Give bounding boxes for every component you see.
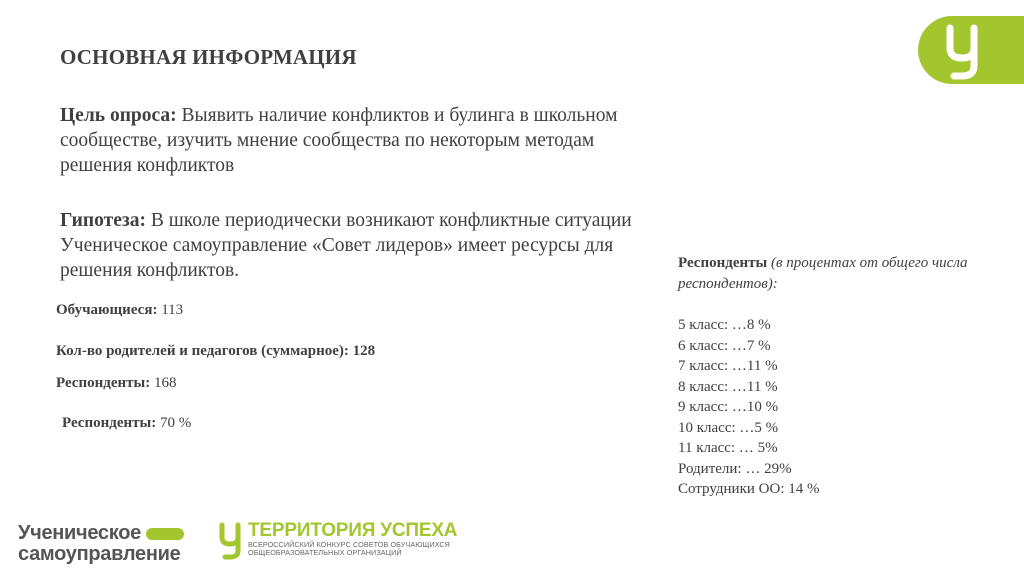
parents-label: Кол-во родителей и педагогов (суммарное): 128	[56, 343, 376, 359]
hypothesis-label: Гипотеза:	[60, 210, 146, 231]
goal-label: Цель опроса:	[60, 105, 177, 126]
pill-icon	[146, 528, 184, 540]
breakdown-label: Респонденты	[678, 255, 768, 271]
list-item: 9 класс: …10 %	[678, 399, 779, 415]
pupils-label: Обучающиеся:	[56, 302, 158, 318]
hypothesis-text: В школе периодически возникают конфликтные ситуации Ученическое самоуправление «Совет лидеров» имеет ресурсы для решения конфликтов.	[60, 210, 632, 281]
respondents-pct-label: Респонденты:	[62, 415, 157, 431]
respondents-count	[56, 375, 176, 392]
list-item: 6 класс: …7 %	[678, 337, 771, 354]
logo-line2: самоуправление	[18, 543, 181, 565]
pupils-value: 113	[157, 302, 184, 318]
respondents-value: 168	[150, 375, 177, 391]
breakdown-note: (в процентах от общего числа респондентов):	[678, 255, 968, 292]
page-title: ОСНОВНАЯ ИНФОРМАЦИЯ	[60, 45, 357, 69]
list-item: 11 класс: … 5%	[678, 440, 778, 456]
logo-title: ТЕРРИТОРИЯ УСПЕХА	[248, 520, 458, 541]
respondents-label: Респонденты:	[56, 375, 151, 391]
list-item: 7 класс: …11 %	[678, 358, 778, 374]
u-letter-small-icon	[218, 521, 246, 561]
survey-goal	[60, 103, 620, 178]
respondents-breakdown	[678, 253, 978, 500]
list-item: 10 класс: …5 %	[678, 419, 779, 436]
list-item: Сотрудники ОО: 14 %	[678, 481, 820, 497]
list-item: 8 класс: …11 %	[678, 378, 778, 395]
goal-text: Выявить наличие конфликтов и булинга в школьном сообществе, изучить мнение сообщества по некоторым методам решения конфликтов	[60, 105, 618, 176]
pupils-count	[56, 302, 183, 319]
list-item: 5 класс: …8 %	[678, 317, 771, 333]
list-item: Родители: … 29%	[678, 460, 792, 477]
student-government-logo	[18, 523, 184, 565]
respondents-percent	[62, 415, 191, 432]
hypothesis	[60, 208, 670, 283]
respondents-pct-value: 70 %	[156, 415, 192, 431]
corner-badge	[918, 16, 1024, 84]
territory-of-success-logo	[218, 521, 457, 557]
u-letter-logo-icon	[918, 16, 1024, 84]
logo-line1: Ученическое	[18, 522, 141, 544]
logo-sub1: ВСЕРОССИЙСКИЙ КОНКУРС СОВЕТОВ ОБУЧАЮЩИХСЯ	[248, 540, 450, 549]
parents-count	[56, 343, 375, 360]
breakdown-list	[678, 315, 978, 500]
logo-sub2: ОБЩЕОБРАЗОВАТЕЛЬНЫХ ОРГАНИЗАЦИЙ	[248, 548, 402, 557]
breakdown-header	[678, 253, 978, 294]
